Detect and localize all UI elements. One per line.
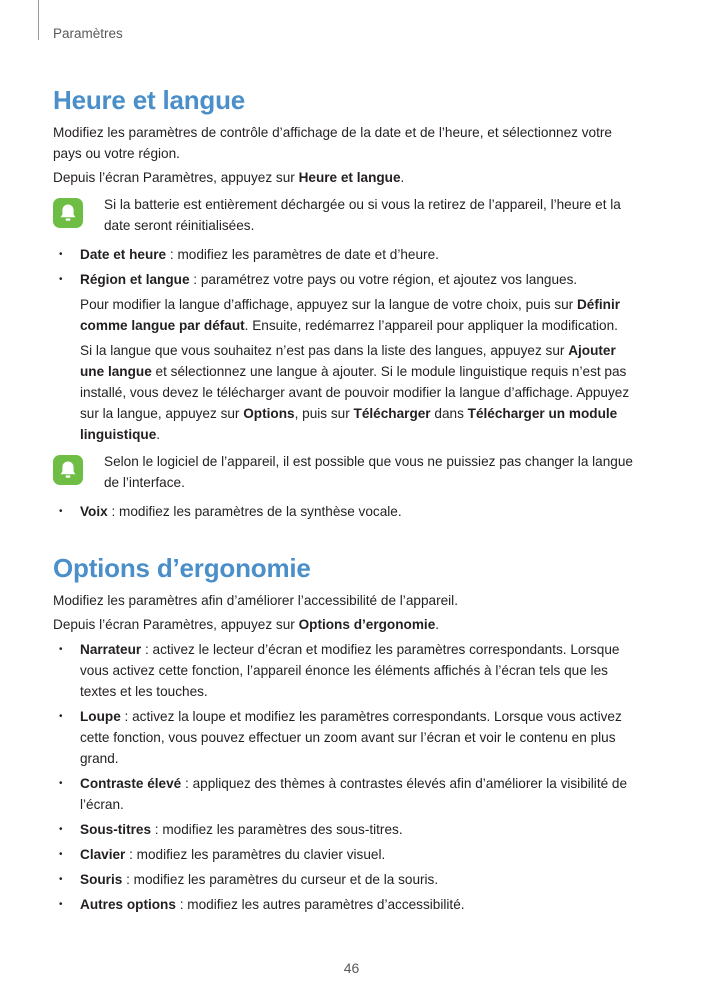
section2-intro: Modifiez les paramètres afin d’améliorer l’accessibilité de l’appareil. <box>53 593 458 608</box>
note-interface-language-text: Selon le logiciel de l’appareil, il est possible que vous ne puissiez pas changer la langue de l’interface. <box>104 454 633 490</box>
section-title-options-ergonomie: Options d’ergonomie <box>53 553 311 583</box>
list-item-narrateur: • Narrateur : activez le lecteur d’écran et modifiez les paramètres correspondants. Lorsque vous activez cette fonction, l’appareil énonce les éléments affichés à l’écran tels que les textes et les touches. <box>53 639 639 702</box>
list-item-region-langue: • Région et langue : paramétrez votre pays ou votre région, et ajoutez vos langues. Pour modifier la langue d’affichage, appuyez sur la langue de votre choix, puis sur Définir comme langue par défaut. Ensuite, redémarrez l’appareil pour appliquer la modification. Si la langue que vous souhaitez n’est pas dans la liste des langues, appuyez sur Ajouter une langue et sélectionnez une langue à ajouter. Si le module linguistique requis n’est pas installé, vous devez le télécharger avant de pouvoir modifier la langue d’affichage. Appuyez sur la langue, appuyez sur Options, puis sur Télécharger dans Télécharger un module linguistique. <box>53 269 639 445</box>
list-item-autres-options: • Autres options : modifiez les autres paramètres d’accessibilité. <box>53 894 639 915</box>
region-paragraph-add-language: Si la langue que vous souhaitez n’est pas dans la liste des langues, appuyez sur Ajouter une langue et sélectionnez une langue à ajouter. Si le module linguistique requis n’est pas installé, vous devez le télécharger avant de pouvoir modifier la langue d’affichage. Appuyez sur la langue, appuyez sur Options, puis sur Télécharger dans Télécharger un module linguistique. <box>80 343 630 442</box>
section-title-heure-et-langue: Heure et langue <box>53 85 246 115</box>
list-item-loupe: • Loupe : activez la loupe et modifiez les paramètres correspondants. Lorsque vous activez cette fonction, vous pouvez effectuer un zoom avant sur l’écran et voir le contenu en plus grand. <box>53 706 639 769</box>
section-options-ergonomie <box>53 552 639 915</box>
page-corner-mark <box>38 0 39 40</box>
note-battery-text: Si la batterie est entièrement déchargée ou si vous la retirez de l’appareil, l’heure et la date seront réinitialisées. <box>104 197 621 233</box>
region-paragraph-display-language: Pour modifier la langue d’affichage, appuyez sur la langue de votre choix, puis sur Définir comme langue par défaut. Ensuite, redémarrez l’appareil pour appliquer la modification. <box>80 297 621 333</box>
section1-intro: Modifiez les paramètres de contrôle d’affichage de la date et de l’heure, et sélectionnez votre pays ou votre région. <box>53 125 612 161</box>
ergonomie-list <box>53 639 639 915</box>
list-item-date-heure: • Date et heure : modifiez les paramètres de date et d’heure. <box>53 244 639 265</box>
bell-icon <box>53 455 83 485</box>
page-number: 46 <box>343 960 360 976</box>
section2-path: Depuis l’écran Paramètres, appuyez sur Options d’ergonomie. <box>53 617 440 632</box>
list-item-sous-titres: • Sous-titres : modifiez les paramètres des sous-titres. <box>53 819 639 840</box>
list-item-contraste-eleve: • Contraste élevé : appliquez des thèmes à contrastes élevés afin d’améliorer la visibilité de l’écran. <box>53 773 639 815</box>
heure-langue-list <box>53 244 639 445</box>
list-item-clavier: • Clavier : modifiez les paramètres du clavier visuel. <box>53 844 639 865</box>
page-content <box>53 84 639 919</box>
section1-path: Depuis l’écran Paramètres, appuyez sur Heure et langue. <box>53 170 405 185</box>
note-interface-language <box>53 451 639 493</box>
bell-icon <box>53 198 83 228</box>
list-item-voix: • Voix : modifiez les paramètres de la synthèse vocale. <box>53 501 639 522</box>
voix-list <box>53 501 639 522</box>
running-header: Paramètres <box>53 26 123 41</box>
list-item-souris: • Souris : modifiez les paramètres du curseur et de la souris. <box>53 869 639 890</box>
note-battery <box>53 194 639 236</box>
